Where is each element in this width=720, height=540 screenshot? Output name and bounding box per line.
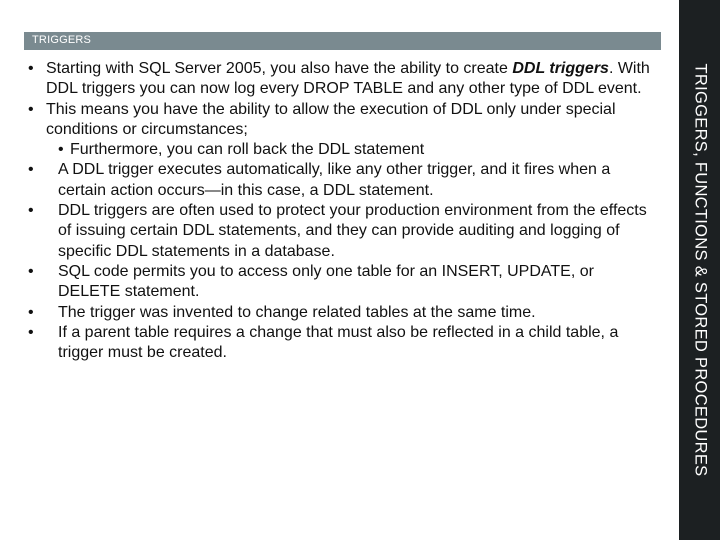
bullet-text: SQL code permits you to access only one table for an INSERT, UPDATE, or DELETE statement. <box>58 262 594 301</box>
bullet-text: The trigger was invented to change related tables at the same time. <box>58 303 536 321</box>
bullet-text: If a parent table requires a change that must also be reflected in a child table, a trigger must be created. <box>58 323 619 362</box>
bullet-item <box>28 201 658 262</box>
sub-bullet-item <box>28 140 658 160</box>
bullet-text: DDL triggers are often used to protect your production environment from the effects of issuing certain DDL statements, and they can provide auditing and logging of specific DDL statements in a database. <box>58 202 647 260</box>
bullet-item <box>28 160 658 201</box>
bullet-item <box>28 323 658 364</box>
header-bar <box>24 32 661 50</box>
bullet-list <box>28 59 658 363</box>
bullet-text: This means you have the ability to allow the execution of DDL only under special conditions or circumstances; <box>46 100 616 138</box>
bullet-text: . With DDL triggers you can now log every DROP TABLE and any other type of DDL event. <box>46 60 650 98</box>
header-label: TRIGGERS <box>32 34 92 46</box>
bullet-text: A DDL trigger executes automatically, like any other trigger, and it fires when a certain action occurs—in this case, a DDL statement. <box>58 161 611 199</box>
bullet-item <box>28 59 658 100</box>
bullet-item <box>28 303 658 323</box>
bullet-item <box>28 100 658 141</box>
side-title: TRIGGERS, FUNCTIONS & STORED PROCEDURES <box>691 63 710 477</box>
bullet-item <box>28 262 658 303</box>
bullet-text: Furthermore, you can roll back the DDL statement <box>70 141 425 159</box>
bullet-emphasis: DDL triggers <box>512 60 609 77</box>
bullet-text: Starting with SQL Server 2005, you also have the ability to create <box>46 60 513 77</box>
